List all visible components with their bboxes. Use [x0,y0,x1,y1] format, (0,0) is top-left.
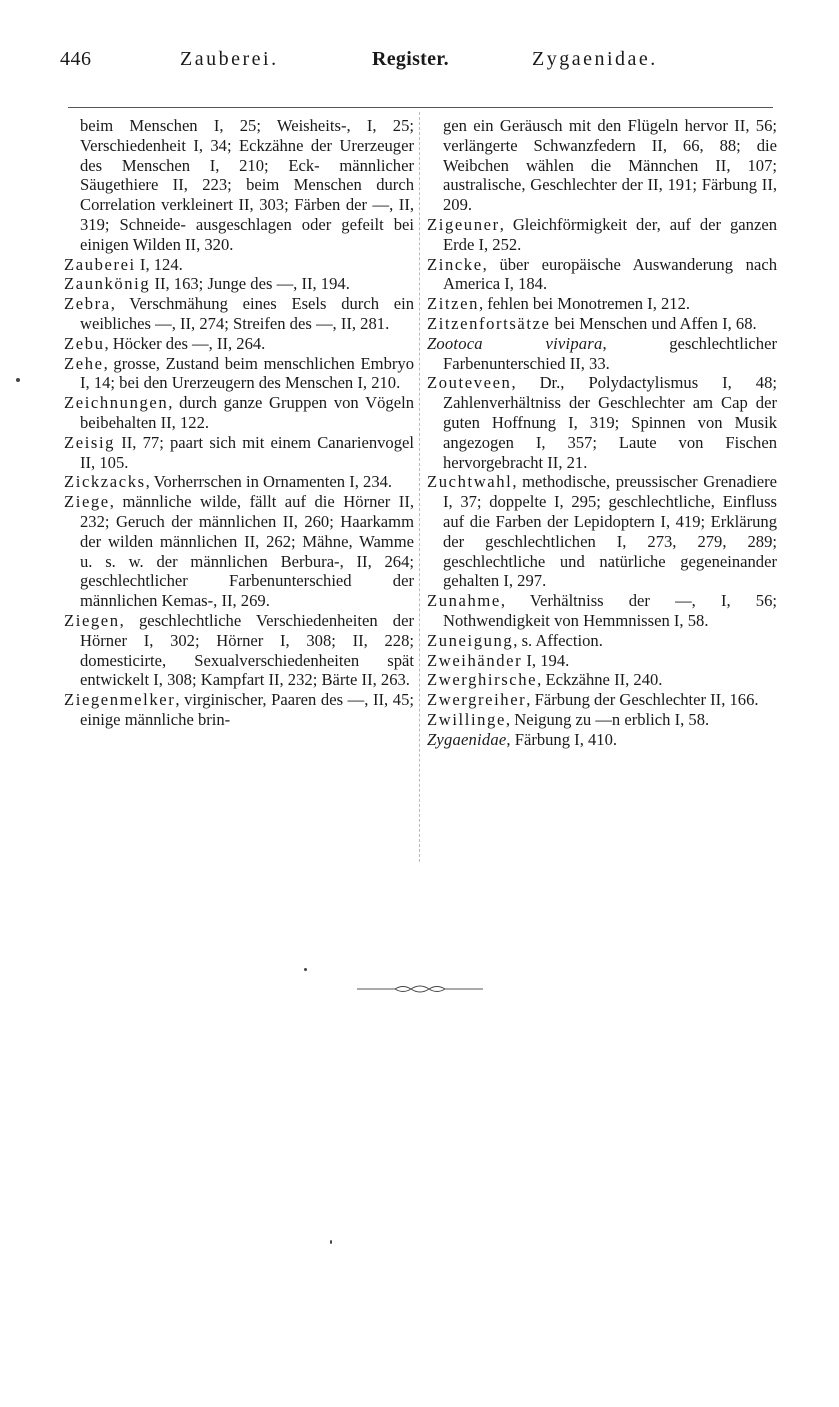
index-column-right [427,116,777,750]
entry-text: , s. Affection. [513,630,603,650]
speck-mark [16,378,20,382]
entry-headword: Zuchtwahl [427,472,513,492]
index-entry [427,730,777,750]
index-entry [64,255,414,275]
index-entry [427,294,777,314]
entry-text: , Verhältniss der —, I, 56; Nothwendigkeit von Hemmnissen I, 58. [443,591,777,630]
entry-text: , Vorherrschen in Ornamenten I, 234. [145,472,393,492]
index-entry [64,334,414,354]
column-divider [419,112,420,862]
header-title: Register. [372,48,449,70]
entry-headword: Zuneigung [427,630,514,650]
entry-text: , Eckzähne II, 240. [537,670,663,690]
entry-headword: Ziegenmelker [64,690,176,710]
index-entry [64,274,414,294]
index-entry [427,255,777,295]
entry-headword: Zaunkönig [64,274,151,294]
entry-headword: Zigeuner [427,214,500,234]
entry-headword: Zitzenfortsätze [427,313,551,333]
entry-text: , Verschmähung eines Esels durch ein weibliches —, II, 274; Streifen des —, II, 281. [80,294,414,333]
entry-text: , grosse, Zustand beim menschlichen Embryo I, 14; bei den Urerzeugern des Menschen I, 210. [80,353,414,393]
entry-text: , Gleichförmigkeit der, auf der ganzen Erde I, 252. [443,214,777,254]
entry-headword: Zitzen [427,294,479,314]
running-header [60,48,770,78]
entry-text: , fehlen bei Monotremen I, 212. [478,294,691,314]
index-entry [427,670,777,690]
entry-text: gen ein Geräusch mit den Flügeln hervor II, 56; verlängerte Schwanzfedern II, 66, 88; die Weibchen wählen die Männchen II, 107; australische, Geschlechter der II, 191; Färbung II, 209. [443,116,777,215]
entry-text: , methodische, preussischer Grenadiere I, 37; doppelte I, 295; geschlechtliche, Einfluss auf die Farben der Lepidoptern I, 419; Erklärung der geschlechtlichen I, 273, 279, 289; geschlechtliche und natürliche gegeneinander gehalten I, 297. [443,472,777,591]
entry-text: beim Menschen I, 25; Weisheits-, I, 25; Verschiedenheit I, 34; Eckzähne der Urerzeuger des Menschen I, 210; Eck- männlicher Säugethiere II, 223; beim Menschen durch Correlation verkleinert II, 303; Färben der —, II, 319; Schneide- ausgeschlagen oder gefeilt bei einigen Wilden II, 320. [80,116,414,254]
index-entry [427,591,777,631]
entry-headword: Zebra [64,294,111,314]
entry-text: , Höcker des —, II, 264. [104,333,266,353]
entry-text: , virginischer, Paaren des —, II, 45; einige männliche brin- [80,690,414,729]
entry-text: , Dr., Polydactylismus I, 48; Zahlenverhältniss der Geschlechter am Cap der guten Hoffnung I, 319; Spinnen von Musik angezogen I, 357; Laute von Fischen hervorgebracht II, 21. [443,373,777,472]
entry-text: , über europäische Auswanderung nach America I, 184. [443,254,777,294]
index-entry [64,116,414,255]
header-left-term: Zauberei. [180,48,279,70]
entry-headword: Zouteveen [427,373,512,393]
page-number: 446 [60,48,92,70]
entry-headword: Zickzacks [64,472,146,492]
entry-text: , geschlechtlicher Farbenunterschied II, 33. [443,333,777,373]
index-entry [64,294,414,334]
entry-headword: Zehe [64,353,104,373]
index-entry [427,710,777,730]
index-entry [64,690,414,730]
index-entry [427,314,777,334]
entry-text: , durch ganze Gruppen von Vögeln beibehalten II, 122. [80,393,414,432]
index-entry [64,354,414,394]
entry-headword: Zygaenidae [427,729,507,749]
speck-mark [304,968,307,971]
entry-headword: Zeichnungen [64,393,169,413]
entry-headword: Zincke [427,254,483,274]
index-entry [64,472,414,492]
entry-headword: Zauberei [64,254,136,274]
speck-mark [330,1240,332,1244]
end-ornament [355,982,485,996]
entry-text: II, 163; Junge des —, II, 194. [150,274,350,294]
entry-headword: Zwillinge [427,709,506,729]
entry-text: , Färbung I, 410. [506,729,618,749]
entry-text: , geschlechtliche Verschiedenheiten der Hörner I, 302; Hörner I, 308; II, 228; domesticirte, Sexualverschiedenheiten spät entwickelt I, 308; Kampfart II, 232; Bärte II, 263. [80,610,414,690]
entry-headword: Ziege [64,492,110,512]
entry-headword: Ziegen [64,610,120,630]
header-right-term: Zygaenidae. [532,48,658,70]
entry-headword: Zebu [64,333,105,353]
entry-text: I, 194. [522,650,570,670]
index-entry [427,631,777,651]
entry-headword: Zeisig [64,432,116,452]
entry-headword: Zwerghirsche [427,670,538,690]
entry-text: , männliche wilde, fällt auf die Hörner II, 232; Geruch der männlichen II, 260; Haarkamm der wilden männlichen II, 262; Mähne, Wamme u. s. w. der männlichen Berbura-, II, 264; geschlechtlicher Farbenunterschied der männlichen Kemas-, II, 269. [80,492,414,611]
index-entry [64,433,414,473]
index-column-left [64,116,414,730]
index-entry [64,492,414,611]
entry-text: , Neigung zu —n erblich I, 58. [505,709,710,729]
index-entry [427,472,777,591]
index-entry [427,215,777,255]
entry-text: bei Menschen und Affen I, 68. [550,313,757,333]
index-entry [427,373,777,472]
entry-headword: Zunahme [427,591,501,611]
entry-text: , Färbung der Geschlechter II, 166. [526,690,759,710]
index-entry [427,690,777,710]
entry-headword: Zwergreiher [427,690,527,710]
entry-headword: Zootoca vivipara [427,333,603,353]
header-rule [68,107,773,108]
index-entry [64,611,414,690]
index-entry [64,393,414,433]
index-entry [427,116,777,215]
index-entry [427,334,777,374]
entry-headword: Zweihänder [427,650,523,670]
entry-text: II, 77; paart sich mit einem Canarienvogel II, 105. [80,432,414,472]
index-entry [427,651,777,671]
entry-text: I, 124. [135,254,183,274]
